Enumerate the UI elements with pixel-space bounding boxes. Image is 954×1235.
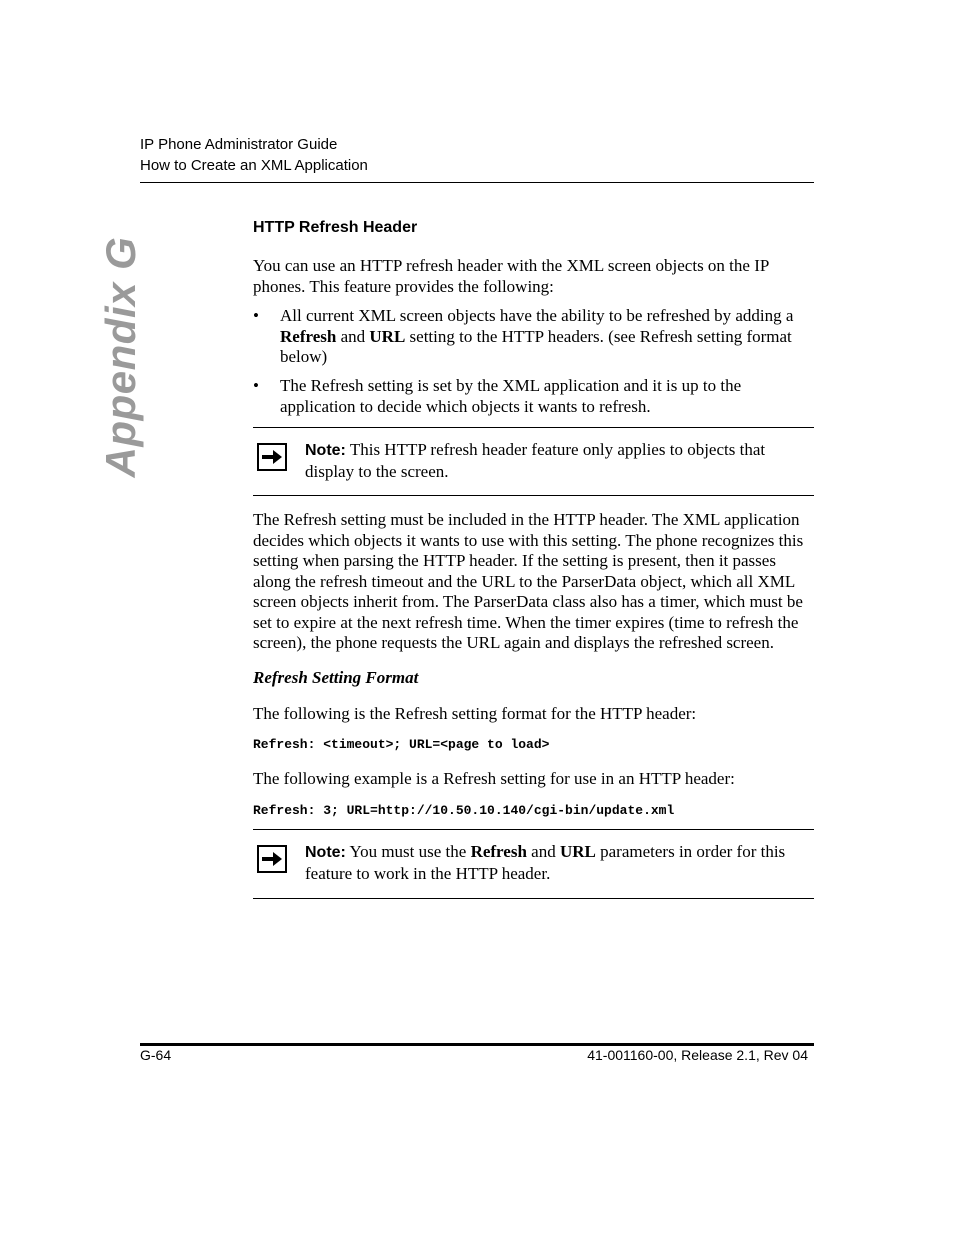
note-top-rule (253, 829, 814, 830)
document-id: 41-001160-00, Release 2.1, Rev 04 (587, 1047, 808, 1063)
running-header-subtitle: How to Create an XML Application (140, 157, 368, 174)
note-bottom-rule (253, 898, 814, 899)
format-code: Refresh: <timeout>; URL=<page to load> (253, 737, 550, 752)
bullet-text: The Refresh setting is set by the XML application and it is up to the application to decide which objects it wants to refresh. (280, 376, 742, 416)
bullet-text: All current XML screen objects have the ability to be refreshed by adding a Refresh and URL setting to the HTTP headers. (see Refresh setting format below) (280, 306, 794, 366)
appendix-side-tab (96, 236, 146, 478)
note-text: Note: This HTTP refresh header feature only applies to objects that display to the screen. (305, 440, 766, 481)
note-bottom-rule (253, 495, 814, 496)
bullet-marker: • (253, 306, 259, 325)
arrow-right-icon (257, 443, 287, 471)
note-top-rule (253, 427, 814, 428)
note-text: Note: You must use the Refresh and URL parameters in order for this feature to work in the HTTP header. (305, 842, 786, 883)
bullet-marker: • (253, 376, 259, 395)
subsection-heading: Refresh Setting Format (253, 668, 419, 687)
example-intro: The following example is a Refresh setting for use in an HTTP header: (253, 769, 735, 788)
example-code: Refresh: 3; URL=http://10.50.10.140/cgi-bin/update.xml (253, 803, 675, 818)
running-header-title: IP Phone Administrator Guide (140, 136, 338, 153)
section-heading: HTTP Refresh Header (253, 219, 418, 236)
body-paragraph: The Refresh setting must be included in the HTTP header. The XML application decides which objects it wants to use with this setting. The phone recognizes this setting when parsing the HTTP header. If the setting is present, then it passes along the refresh timeout and the URL to the ParserData object, which all XML screen objects inherit from. The ParserData class also has a timer, which must be set to expire at the next refresh time. When the timer expires (time to refresh the screen), the phone requests the URL again and displays the refreshed screen. (253, 510, 804, 652)
page-number: G-64 (140, 1047, 172, 1063)
footer-divider (140, 1043, 814, 1046)
format-intro: The following is the Refresh setting format for the HTTP header: (253, 704, 697, 723)
appendix-side-tab-label: Appendix G (97, 236, 144, 478)
intro-paragraph: You can use an HTTP refresh header with the XML screen objects on the IP phones. This feature provides the following: (253, 256, 769, 296)
header-divider (140, 182, 814, 183)
arrow-right-icon (257, 845, 287, 873)
